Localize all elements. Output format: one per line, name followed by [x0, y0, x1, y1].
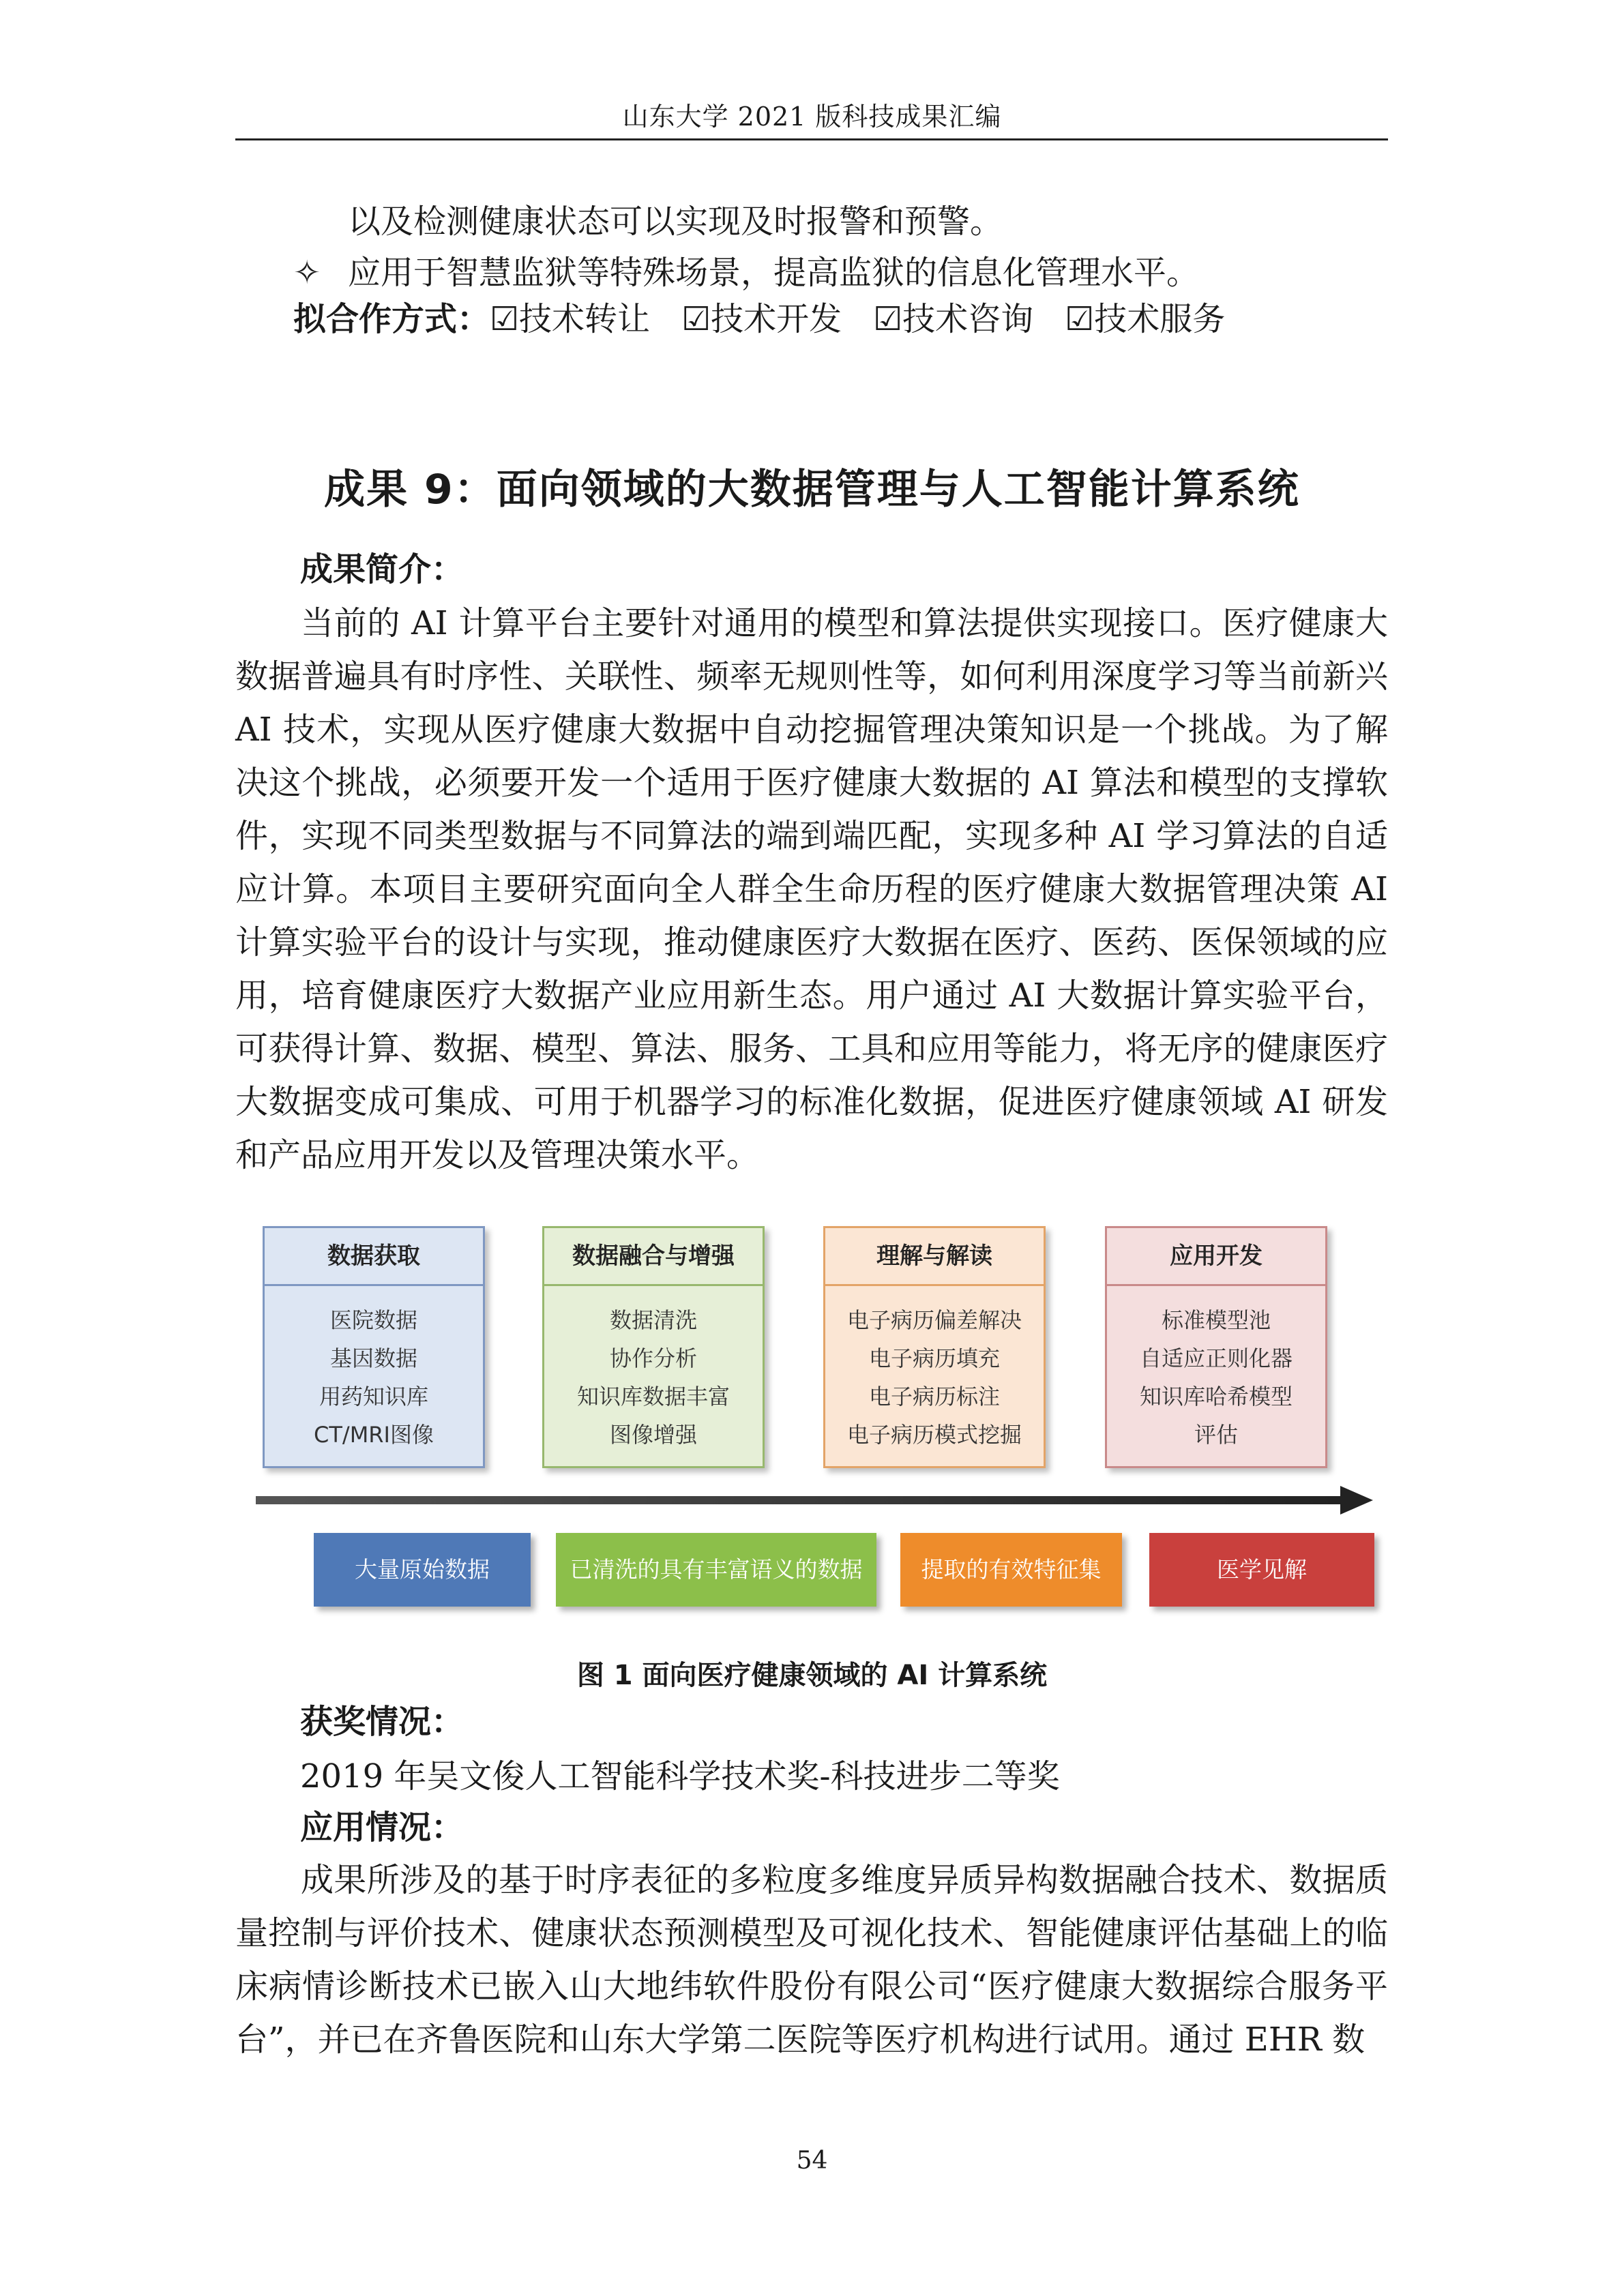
column-item: 自适应正则化器	[1139, 1345, 1293, 1371]
column-item: 数据清洗	[609, 1307, 697, 1333]
column-title: 理解与解读	[825, 1228, 1044, 1286]
column-item: 知识库数据丰富	[576, 1384, 730, 1410]
application-heading: 应用情况：	[300, 1808, 464, 1847]
diagram-column-data-fusion	[542, 1226, 765, 1468]
figure-diagram	[235, 1207, 1388, 1630]
column-item: 标准模型池	[1161, 1307, 1271, 1333]
column-item: 医院数据	[329, 1307, 417, 1333]
diagram-column-understanding	[823, 1226, 1046, 1468]
column-item: CT/MRI图像	[314, 1422, 434, 1448]
column-item: 协作分析	[609, 1345, 697, 1371]
section-title: 成果 9：面向领域的大数据管理与人工智能计算系统	[324, 466, 1300, 513]
cooperation-row	[293, 299, 1225, 340]
column-item: 图像增强	[609, 1422, 697, 1448]
result-box-clean-data: 已清洗的具有丰富语义的数据	[556, 1533, 876, 1607]
cooperation-option: ☑技术服务	[1065, 300, 1226, 338]
diagram-column-application	[1105, 1226, 1327, 1468]
bullet-text: 应用于智慧监狱等特殊场景，提高监狱的信息化管理水平。	[348, 254, 1200, 292]
diagram-column-data-acquisition	[263, 1226, 485, 1468]
header-divider	[235, 138, 1388, 140]
running-header: 山东大学 2021 版科技成果汇编	[622, 102, 1002, 132]
result-box-features: 提取的有效特征集	[900, 1533, 1122, 1607]
cooperation-option: ☑技术开发	[681, 300, 842, 338]
intro-paragraph: 当前的 AI 计算平台主要针对通用的模型和算法提供实现接口。医疗健康大数据普遍具有时序性、关联性、频率无规则性等，如何利用深度学习等当前新兴 AI 技术，实现从医疗健康大数据中自动挖掘管理决策知识是一个挑战。为了解决这个挑战，必须要开发一个适用于医疗健康大数据的 AI 算法和模型的支撑软件，实现不同类型数据与不同算法的端到端匹配，实现多种 AI 学习算法的自适应计算。本项目主要研究面向全人群全生命历程的医疗健康大数据管理决策 AI 计算实验平台的设计与实现，推动健康医疗大数据在医疗、医药、医保领域的应用，培育健康医疗大数据产业应用新生态。用户通过 AI 大数据计算实验平台，可获得计算、数据、模型、算法、服务、工具和应用等能力，将无序的健康医疗大数据变成可集成、可用于机器学习的标准化数据，促进医疗健康领域 AI 研发和产品应用开发以及管理决策水平。	[235, 604, 1388, 1174]
column-title: 数据融合与增强	[544, 1228, 763, 1286]
result-box-raw-data: 大量原始数据	[314, 1533, 531, 1607]
awards-text: 2019 年吴文俊人工智能科学技术奖-科技进步二等奖	[300, 1757, 1060, 1795]
awards-heading: 获奖情况：	[300, 1703, 464, 1741]
flow-arrow-icon	[256, 1483, 1374, 1517]
continued-line: 以及检测健康状态可以实现及时报警和预警。	[348, 203, 1003, 241]
column-item: 电子病历模式挖掘	[846, 1422, 1022, 1448]
column-item: 知识库哈希模型	[1139, 1384, 1293, 1410]
cooperation-label: 拟合作方式：	[293, 300, 490, 338]
cooperation-option: ☑技术咨询	[873, 300, 1034, 338]
column-title: 应用开发	[1107, 1228, 1325, 1286]
column-item: 评估	[1194, 1422, 1238, 1448]
figure-caption: 图 1 面向医疗健康领域的 AI 计算系统	[576, 1660, 1048, 1691]
intro-heading: 成果简介：	[300, 550, 464, 588]
column-item: 基因数据	[329, 1345, 417, 1371]
page-number: 54	[796, 2147, 828, 2175]
cooperation-option: ☑技术转让	[490, 300, 651, 338]
column-item: 电子病历标注	[868, 1384, 1000, 1410]
application-paragraph: 成果所涉及的基于时序表征的多粒度多维度异质异构数据融合技术、数据质量控制与评价技术、健康状态预测模型及可视化技术、智能健康评估基础上的临床病情诊断技术已嵌入山大地纬软件股份有限公司“医疗健康大数据综合服务平台”，并已在齐鲁医院和山东大学第二医院等医疗机构进行试用。通过 EHR 数	[235, 1861, 1388, 2059]
bullet-icon: ✧	[293, 254, 321, 292]
column-item: 电子病历填充	[868, 1345, 1000, 1371]
column-title: 数据获取	[265, 1228, 483, 1286]
result-box-insights: 医学见解	[1149, 1533, 1374, 1607]
column-item: 电子病历偏差解决	[846, 1307, 1022, 1333]
column-item: 用药知识库	[319, 1384, 428, 1410]
